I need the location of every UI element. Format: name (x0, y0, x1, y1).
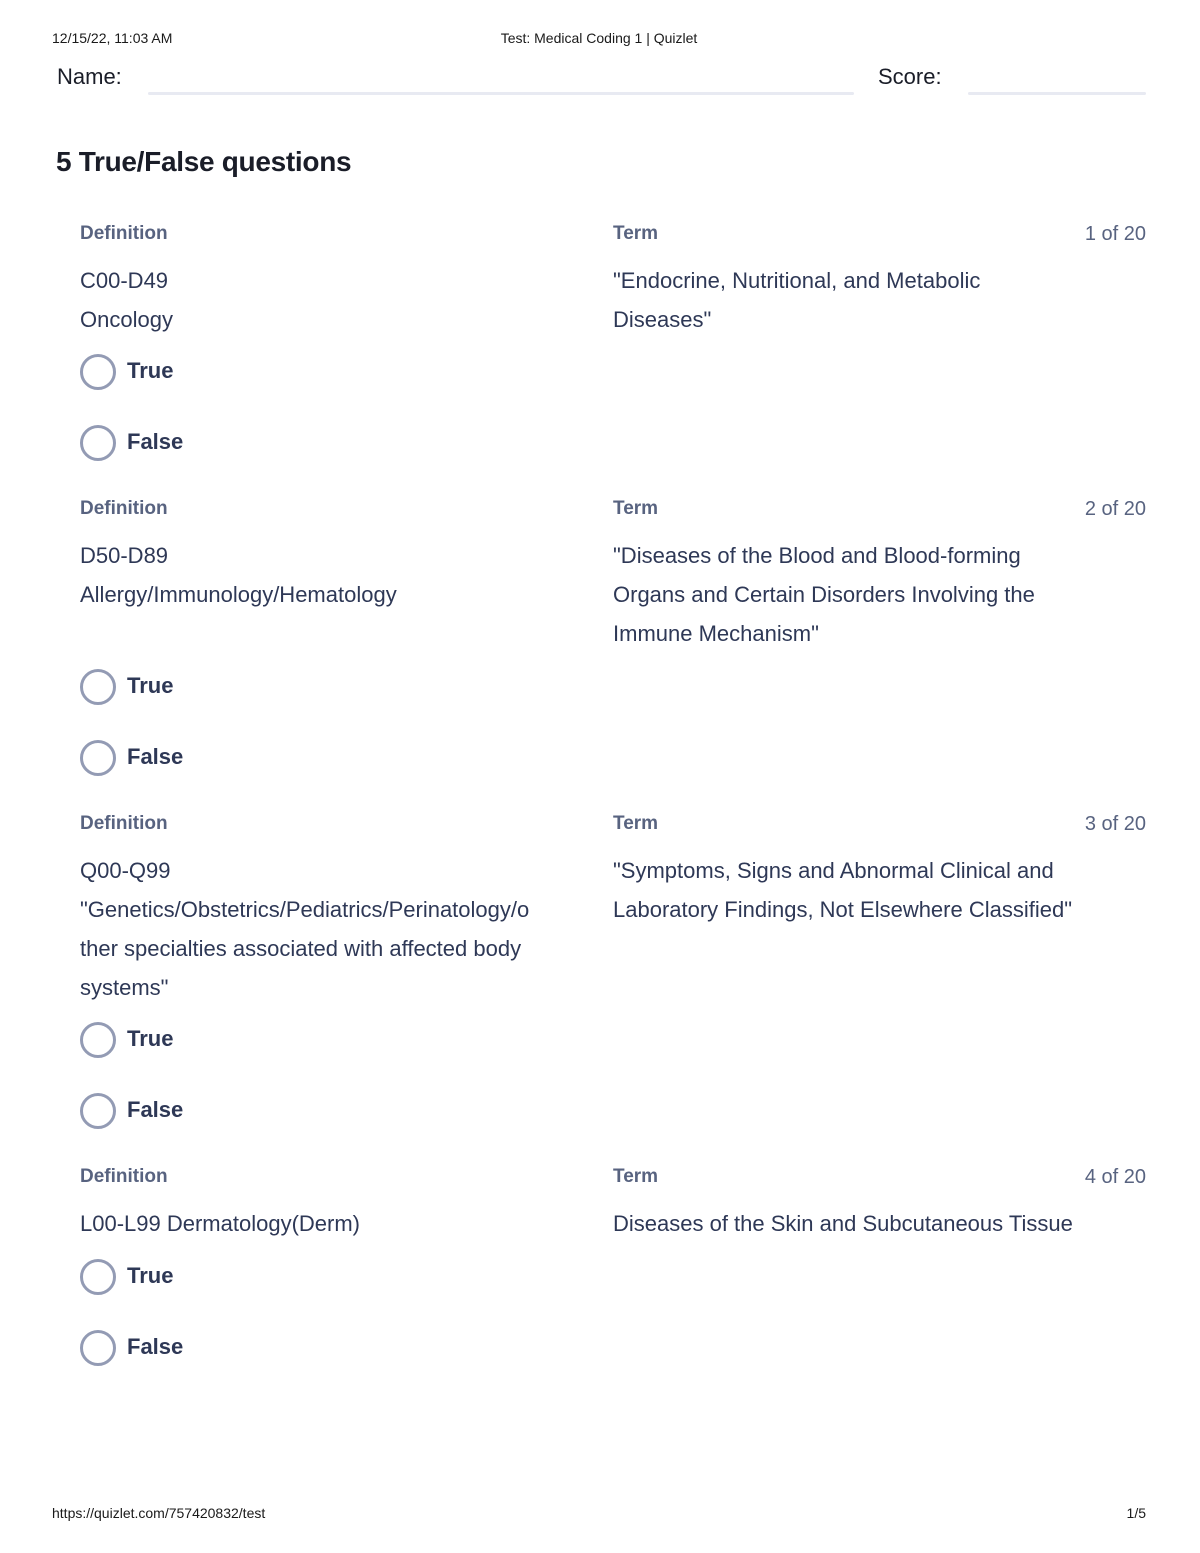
false-label: False (127, 1334, 184, 1359)
question-counter: 2 of 20 (1084, 498, 1146, 520)
definition-line: Allergy/Immunology/Hematology (80, 582, 397, 607)
print-page-number: 1/5 (1126, 1505, 1146, 1521)
definition-label: Definition (80, 1166, 168, 1187)
true-label: True (127, 358, 174, 383)
score-field[interactable] (968, 92, 1146, 95)
definition-text (80, 1204, 595, 1243)
term-line: Immune Mechanism" (613, 621, 819, 646)
print-datetime: 12/15/22, 11:03 AM (52, 30, 173, 46)
term-text (613, 536, 1113, 653)
term-text (613, 1204, 1113, 1243)
definition-line: Q00-Q99 (80, 858, 171, 883)
true-label: True (127, 673, 174, 698)
radio-circle-icon[interactable] (80, 1022, 116, 1058)
radio-circle-icon[interactable] (80, 354, 116, 390)
true-option[interactable] (80, 1022, 280, 1060)
name-field[interactable] (148, 92, 854, 95)
definition-line: D50-D89 (80, 543, 169, 568)
radio-circle-icon[interactable] (80, 1093, 116, 1129)
definition-line: ther specialties associated with affected body (80, 936, 522, 961)
definition-line: systems" (80, 975, 169, 1000)
false-label: False (127, 1097, 184, 1122)
false-label: False (127, 429, 184, 454)
score-label: Score: (878, 64, 942, 89)
print-footer (52, 1505, 1146, 1523)
definition-text (80, 261, 595, 339)
false-option[interactable] (80, 425, 280, 463)
radio-circle-icon[interactable] (80, 669, 116, 705)
print-header (52, 30, 1146, 48)
true-option[interactable] (80, 354, 280, 392)
print-page-title: Test: Medical Coding 1 | Quizlet (500, 30, 698, 46)
term-label: Term (613, 1166, 659, 1187)
definition-line: Oncology (80, 307, 173, 332)
false-label: False (127, 744, 184, 769)
definition-label: Definition (80, 813, 168, 834)
definition-text (80, 851, 595, 1007)
false-option[interactable] (80, 1093, 280, 1131)
question-counter: 3 of 20 (1084, 813, 1146, 835)
term-line: Organs and Certain Disorders Involving the (613, 582, 1035, 607)
term-line: Laboratory Findings, Not Elsewhere Classified" (613, 897, 1073, 922)
definition-line: C00-D49 (80, 268, 169, 293)
term-line: "Symptoms, Signs and Abnormal Clinical and (613, 858, 1054, 883)
term-label: Term (613, 223, 659, 244)
true-label: True (127, 1263, 174, 1288)
term-label: Term (613, 498, 659, 519)
definition-line: "Genetics/Obstetrics/Pediatrics/Perinatology/o (80, 897, 530, 922)
term-label: Term (613, 813, 659, 834)
section-title: 5 True/False questions (56, 146, 352, 177)
question-counter: 4 of 20 (1084, 1166, 1146, 1188)
radio-circle-icon[interactable] (80, 740, 116, 776)
term-line: "Endocrine, Nutritional, and Metabolic (613, 268, 981, 293)
radio-circle-icon[interactable] (80, 1259, 116, 1295)
true-label: True (127, 1026, 174, 1051)
false-option[interactable] (80, 1330, 280, 1368)
term-text (613, 261, 1113, 339)
name-score-row (57, 62, 1146, 98)
term-text (613, 851, 1113, 929)
definition-label: Definition (80, 223, 168, 244)
radio-circle-icon[interactable] (80, 1330, 116, 1366)
definition-label: Definition (80, 498, 168, 519)
question-counter: 1 of 20 (1084, 223, 1146, 245)
term-line: "Diseases of the Blood and Blood-forming (613, 543, 1021, 568)
definition-text (80, 536, 595, 614)
true-option[interactable] (80, 1259, 280, 1297)
radio-circle-icon[interactable] (80, 425, 116, 461)
true-option[interactable] (80, 669, 280, 707)
definition-line: L00-L99 Dermatology(Derm) (80, 1211, 360, 1236)
term-line: Diseases" (613, 307, 712, 332)
name-label: Name: (57, 64, 122, 89)
print-url: https://quizlet.com/757420832/test (52, 1505, 266, 1521)
term-line: Diseases of the Skin and Subcutaneous Tissue (613, 1211, 1073, 1236)
false-option[interactable] (80, 740, 280, 778)
